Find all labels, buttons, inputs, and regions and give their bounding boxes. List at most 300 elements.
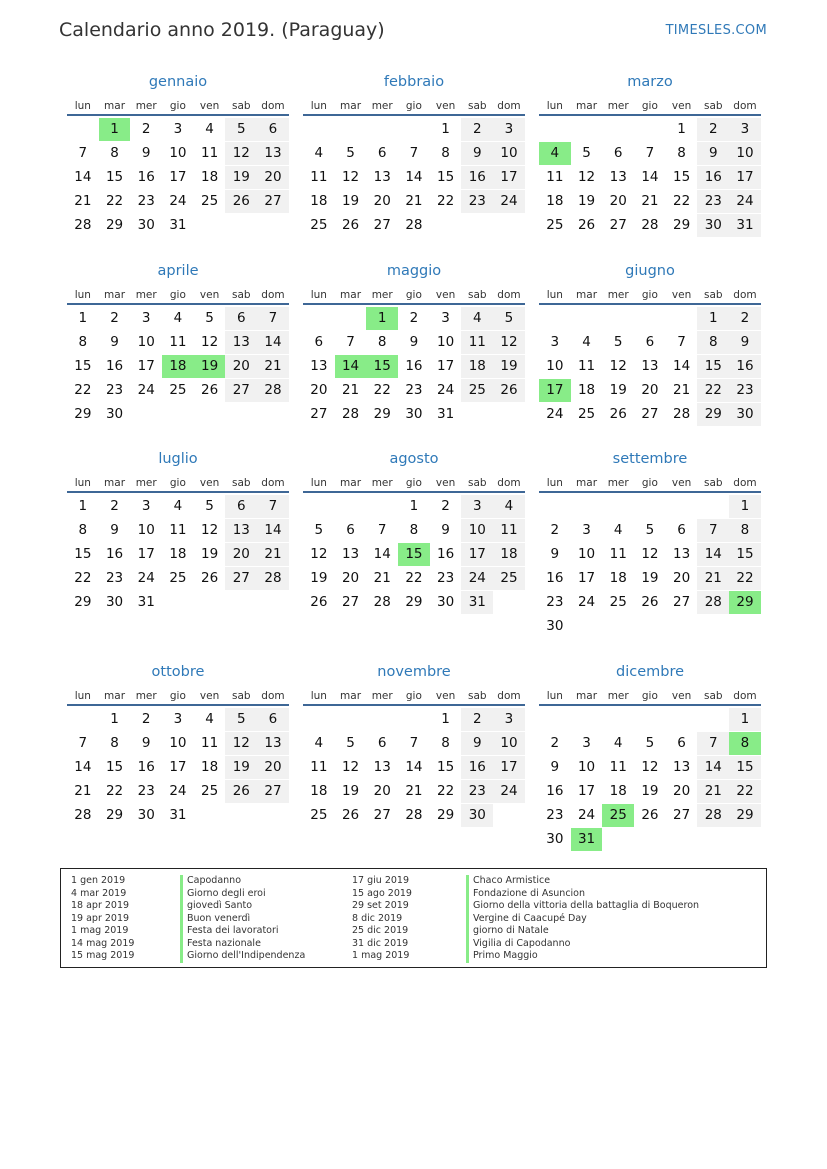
day: 23 [546, 807, 564, 823]
empty-cell [303, 708, 335, 731]
day: 25 [169, 382, 187, 398]
day: 4 [582, 334, 591, 350]
holiday-day: 19 [194, 355, 226, 378]
day: 14 [257, 331, 289, 354]
day: 13 [373, 759, 391, 775]
day: 15 [437, 759, 455, 775]
day: 18 [169, 546, 187, 562]
day: 3 [729, 118, 761, 141]
weekday-label: dom [261, 100, 285, 112]
day: 22 [437, 783, 455, 799]
legend-holiday-name: Chaco Armistice [466, 875, 699, 888]
day: 19 [493, 355, 525, 378]
day: 19 [310, 570, 328, 586]
day: 21 [405, 193, 423, 209]
day: 16 [729, 355, 761, 378]
month-dicembre [539, 662, 761, 852]
legend-dates-right [352, 875, 412, 963]
day: 24 [729, 190, 761, 213]
day: 9 [550, 759, 560, 775]
week-row [67, 543, 289, 567]
day: 19 [225, 756, 257, 779]
holiday-day: 15 [366, 355, 398, 378]
legend-holiday-name: Giorno dell'Indipendenza [180, 950, 305, 963]
day: 31 [169, 217, 187, 233]
holiday-day: 14 [335, 355, 367, 378]
day: 8 [78, 522, 88, 538]
day: 29 [729, 804, 761, 827]
empty-cell [697, 495, 729, 518]
weekday-label: sab [703, 289, 723, 301]
day: 17 [729, 166, 761, 189]
month-name: ottobre [151, 664, 205, 680]
day: 18 [310, 193, 328, 209]
day: 29 [74, 594, 92, 610]
day: 3 [173, 121, 183, 137]
day: 14 [697, 756, 729, 779]
weekday-label: sab [467, 289, 487, 301]
month-name: maggio [386, 263, 442, 279]
day: 21 [257, 543, 289, 566]
day: 14 [373, 546, 391, 562]
weekday-header [67, 281, 289, 305]
week-row [67, 307, 289, 331]
day: 11 [493, 519, 525, 542]
weekday-label: sab [467, 690, 487, 702]
empty-cell [225, 214, 257, 237]
day: 22 [105, 783, 124, 799]
day: 14 [74, 759, 92, 775]
day: 3 [173, 711, 183, 727]
week-row [67, 567, 289, 591]
day: 7 [697, 519, 729, 542]
empty-cell [539, 495, 571, 518]
day: 15 [437, 169, 455, 185]
week-row [67, 403, 289, 427]
day: 6 [613, 145, 623, 161]
day: 29 [74, 406, 92, 422]
day: 17 [577, 783, 596, 799]
day: 22 [74, 570, 92, 586]
week-row [539, 495, 761, 519]
day: 16 [437, 546, 455, 562]
day: 27 [373, 807, 391, 823]
day: 9 [409, 334, 419, 350]
day: 3 [582, 735, 591, 751]
month-gennaio [67, 72, 289, 238]
empty-cell [571, 615, 603, 638]
weekday-label: mer [135, 690, 157, 702]
day: 5 [346, 735, 355, 751]
weekday-label: ven [435, 690, 456, 702]
day: 24 [577, 594, 596, 610]
day: 15 [729, 756, 761, 779]
week-row [303, 708, 525, 732]
day: 22 [437, 193, 455, 209]
day: 7 [377, 522, 387, 538]
day: 28 [341, 406, 360, 422]
day: 7 [78, 145, 88, 161]
week-row [303, 591, 525, 615]
day: 14 [257, 519, 289, 542]
empty-cell [398, 118, 430, 141]
holiday-day: 29 [729, 591, 761, 614]
weekday-header [539, 92, 761, 116]
day: 2 [110, 498, 119, 514]
day: 21 [405, 783, 423, 799]
day: 4 [173, 310, 183, 326]
holiday-day: 4 [539, 142, 571, 165]
day: 31 [137, 594, 155, 610]
weekday-label: gio [641, 100, 658, 112]
weekday-label: gio [169, 289, 186, 301]
day: 28 [697, 804, 729, 827]
weekday-label: gio [169, 100, 186, 112]
day: 25 [201, 783, 219, 799]
day: 19 [641, 570, 659, 586]
day: 23 [405, 382, 423, 398]
holiday-day: 8 [729, 732, 761, 755]
empty-cell [539, 118, 571, 141]
week-row [539, 591, 761, 615]
day: 16 [405, 358, 423, 374]
empty-cell [571, 118, 603, 141]
day: 11 [461, 331, 493, 354]
day: 12 [201, 522, 219, 538]
day: 22 [729, 780, 761, 803]
day: 20 [257, 756, 289, 779]
week-row [67, 142, 289, 166]
empty-cell [225, 403, 257, 426]
empty-cell [162, 591, 194, 614]
weekday-label: sab [467, 100, 487, 112]
day: 10 [461, 519, 493, 542]
weekday-label: sab [467, 477, 487, 489]
weekday-label: ven [435, 289, 456, 301]
empty-cell [194, 804, 226, 827]
weekday-label: ven [435, 100, 456, 112]
day: 5 [493, 307, 525, 330]
legend-date: 1 mag 2019 [352, 950, 410, 961]
day: 5 [346, 145, 355, 161]
day: 28 [74, 217, 92, 233]
day: 17 [493, 166, 525, 189]
day: 9 [141, 735, 151, 751]
legend-date: 14 mag 2019 [71, 937, 135, 949]
day: 25 [310, 807, 328, 823]
day: 18 [546, 193, 564, 209]
day: 21 [341, 382, 360, 398]
legend-date: 1 gen 2019 [71, 875, 126, 886]
day: 23 [137, 193, 155, 209]
day: 21 [697, 567, 729, 590]
day: 21 [74, 193, 92, 209]
week-row [539, 403, 761, 427]
week-row [539, 331, 761, 355]
empty-cell [634, 307, 666, 330]
day: 3 [582, 522, 591, 538]
day: 19 [201, 546, 219, 562]
empty-cell [493, 403, 525, 426]
weekday-label: gio [405, 477, 422, 489]
weekday-label: lun [74, 289, 91, 301]
day: 1 [441, 121, 450, 137]
legend-date: 31 dic 2019 [352, 937, 409, 949]
day: 21 [673, 382, 691, 398]
day: 17 [437, 358, 455, 374]
day: 18 [609, 783, 627, 799]
day: 2 [110, 310, 119, 326]
weekday-label: gio [641, 690, 658, 702]
day: 24 [137, 382, 155, 398]
weekday-label: sab [231, 690, 251, 702]
weekday-label: mer [607, 690, 629, 702]
weekday-label: lun [74, 477, 91, 489]
day: 13 [673, 546, 691, 562]
day: 26 [641, 807, 659, 823]
empty-cell [666, 495, 698, 518]
day: 11 [169, 334, 187, 350]
day: 20 [341, 570, 360, 586]
week-row [539, 828, 761, 852]
day: 2 [697, 118, 729, 141]
weekday-label: ven [199, 690, 220, 702]
day: 6 [314, 334, 324, 350]
day: 27 [641, 406, 659, 422]
week-row [67, 379, 289, 403]
week-row [67, 495, 289, 519]
day: 11 [310, 759, 328, 775]
day: 7 [645, 145, 655, 161]
day: 3 [550, 334, 560, 350]
day: 26 [310, 594, 328, 610]
day: 12 [341, 759, 360, 775]
weekday-label: gio [641, 477, 658, 489]
holiday-day: 15 [398, 543, 430, 566]
day: 9 [550, 546, 560, 562]
day: 29 [437, 807, 455, 823]
month-giugno [539, 261, 761, 427]
legend-holiday-name: Giorno della vittoria della battaglia di Boqueron [466, 900, 699, 913]
legend-date: 17 giu 2019 [352, 875, 409, 886]
weekday-label: gio [405, 289, 422, 301]
day: 23 [105, 382, 124, 398]
weekday-label: mar [340, 289, 362, 301]
day: 30 [137, 217, 155, 233]
weekday-label: lun [310, 289, 327, 301]
legend-holiday-name: Vigilia di Capodanno [466, 938, 699, 951]
day: 5 [225, 708, 257, 731]
site-logo[interactable]: TIMESLES.COM [665, 23, 767, 38]
day: 19 [609, 382, 627, 398]
day: 21 [74, 783, 92, 799]
weekday-label: lun [546, 100, 563, 112]
day: 20 [310, 382, 328, 398]
day: 8 [78, 334, 88, 350]
day: 6 [346, 522, 355, 538]
weekday-label: mar [104, 477, 126, 489]
weekday-label: gio [169, 690, 186, 702]
empty-cell [634, 118, 666, 141]
empty-cell [225, 591, 257, 614]
weekday-label: dom [497, 100, 521, 112]
day: 12 [310, 546, 328, 562]
empty-cell [697, 708, 729, 731]
empty-cell [634, 708, 666, 731]
weekday-header [539, 281, 761, 305]
holiday-day: 25 [602, 804, 634, 827]
day: 20 [373, 783, 391, 799]
day: 24 [493, 190, 525, 213]
legend-date: 15 mag 2019 [71, 950, 135, 961]
week-row [303, 403, 525, 427]
day: 6 [257, 708, 289, 731]
legend-holiday-name: Buon venerdì [180, 913, 305, 926]
day: 27 [225, 567, 257, 590]
day: 19 [577, 193, 596, 209]
weekday-label: ven [671, 289, 692, 301]
day: 2 [441, 498, 450, 514]
weekday-label: mer [371, 289, 393, 301]
day: 20 [673, 570, 691, 586]
week-row [67, 118, 289, 142]
day: 30 [105, 594, 124, 610]
empty-cell [634, 615, 666, 638]
day: 20 [673, 783, 691, 799]
day: 3 [493, 118, 525, 141]
weekday-label: mar [104, 690, 126, 702]
empty-cell [194, 403, 226, 426]
day: 12 [641, 759, 659, 775]
day: 22 [405, 570, 423, 586]
week-row [303, 190, 525, 214]
day: 17 [169, 169, 187, 185]
day: 24 [461, 567, 493, 590]
empty-cell [335, 708, 367, 731]
empty-cell [666, 708, 698, 731]
day: 20 [225, 355, 257, 378]
day: 13 [673, 759, 691, 775]
day: 9 [461, 732, 493, 755]
empty-cell [67, 708, 99, 731]
day: 5 [645, 522, 655, 538]
weekday-label: mer [135, 289, 157, 301]
day: 21 [641, 193, 659, 209]
weekday-header [303, 682, 525, 706]
day: 24 [546, 406, 564, 422]
day: 15 [729, 543, 761, 566]
week-row [67, 804, 289, 828]
week-row [303, 495, 525, 519]
week-row [67, 591, 289, 615]
day: 13 [257, 142, 289, 165]
day: 14 [405, 759, 423, 775]
day: 16 [105, 358, 124, 374]
empty-cell [225, 804, 257, 827]
day: 7 [257, 307, 289, 330]
week-row [539, 708, 761, 732]
empty-cell [335, 118, 367, 141]
day: 10 [137, 522, 155, 538]
day: 21 [257, 355, 289, 378]
day: 13 [225, 331, 257, 354]
day: 8 [110, 145, 119, 161]
day: 20 [373, 193, 391, 209]
weekday-label: lun [546, 690, 563, 702]
day: 10 [493, 142, 525, 165]
weekday-label: mar [104, 100, 126, 112]
week-row [539, 804, 761, 828]
day: 3 [493, 708, 525, 731]
day: 24 [437, 382, 455, 398]
day: 2 [461, 708, 493, 731]
day: 13 [225, 519, 257, 542]
month-agosto [303, 449, 525, 615]
weekday-label: gio [641, 289, 658, 301]
weekday-label: ven [671, 477, 692, 489]
day: 25 [201, 193, 219, 209]
week-row [303, 804, 525, 828]
weekday-label: mar [576, 289, 598, 301]
day: 19 [225, 166, 257, 189]
day: 8 [377, 334, 387, 350]
empty-cell [130, 403, 162, 426]
day: 7 [78, 735, 88, 751]
day: 15 [673, 169, 691, 185]
day: 15 [74, 358, 92, 374]
day: 23 [137, 783, 155, 799]
day: 3 [461, 495, 493, 518]
weekday-label: mar [576, 477, 598, 489]
day: 30 [546, 618, 564, 634]
empty-cell [257, 214, 289, 237]
week-row [67, 214, 289, 238]
day: 26 [341, 217, 360, 233]
week-row [539, 732, 761, 756]
day: 12 [609, 358, 627, 374]
empty-cell [729, 828, 761, 851]
week-row [539, 118, 761, 142]
day: 22 [74, 382, 92, 398]
day: 30 [437, 594, 455, 610]
day: 16 [697, 166, 729, 189]
day: 12 [225, 142, 257, 165]
day: 4 [314, 145, 324, 161]
day: 20 [257, 166, 289, 189]
week-row [539, 543, 761, 567]
weekday-label: sab [231, 477, 251, 489]
day: 26 [641, 594, 659, 610]
weekday-label: ven [435, 477, 456, 489]
month-name: febbraio [383, 74, 445, 90]
weekday-label: sab [231, 100, 251, 112]
day: 16 [546, 570, 564, 586]
weekday-label: mer [371, 477, 393, 489]
weekday-header [303, 281, 525, 305]
day: 9 [141, 145, 151, 161]
day: 17 [137, 358, 155, 374]
week-row [539, 355, 761, 379]
legend-date: 19 apr 2019 [71, 912, 130, 924]
week-row [303, 142, 525, 166]
weekday-label: dom [497, 477, 521, 489]
holiday-day: 17 [539, 379, 571, 402]
page-title: Calendario anno 2019. (Paraguay) [59, 19, 385, 41]
month-name: aprile [157, 263, 199, 279]
day: 25 [609, 594, 627, 610]
day: 10 [577, 759, 596, 775]
weekday-label: ven [199, 100, 220, 112]
